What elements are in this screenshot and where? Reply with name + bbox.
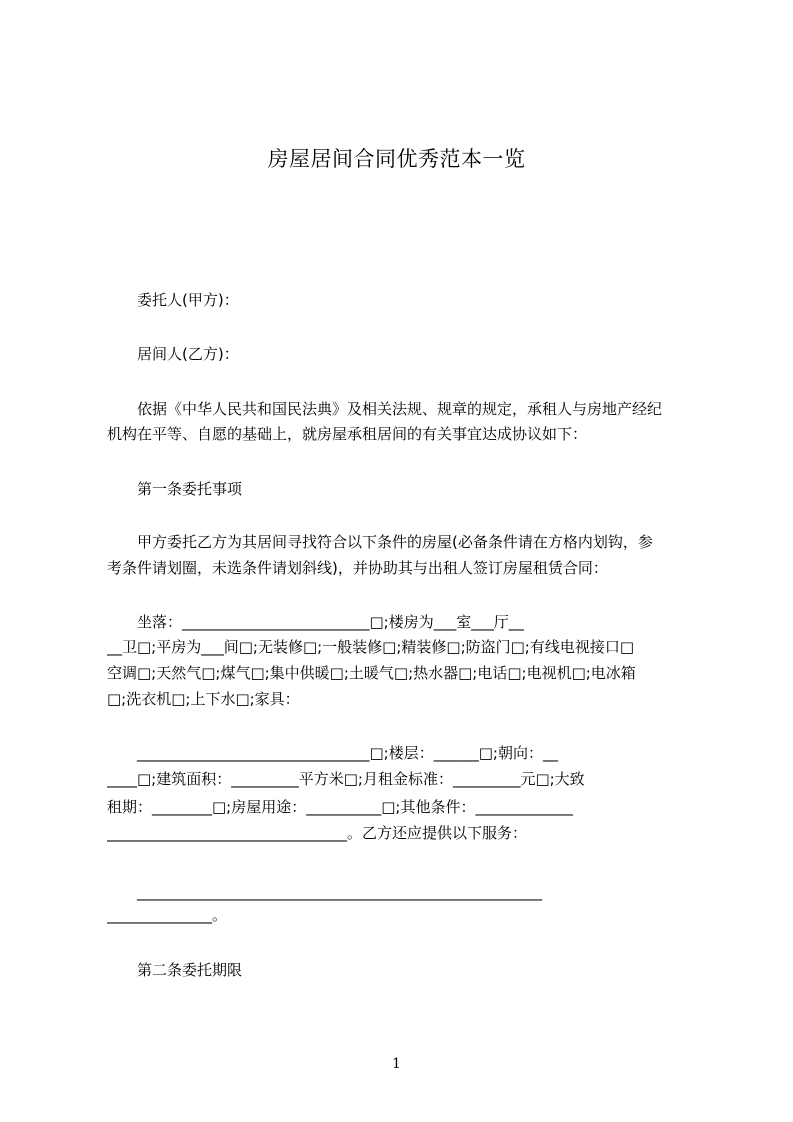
party-a-line: 委托人(甲方)： [137,291,239,309]
conditions-line-1: 坐落：_________________________□;楼房为___室___厅__ [137,613,524,631]
preamble-line-1: 依据《中华人民共和国民法典》及相关法规、规章的规定，承租人与房地产经纪 [137,400,663,418]
article-1-heading: 第一条委托事项 [137,480,243,498]
party-b-line: 居间人(乙方)： [137,345,239,363]
details-line-4: ________________________________。乙方还应提供以下服务： [107,824,528,842]
details-line-3: 租期：________□;房屋用途：__________□;其他条件：_____________ [107,798,573,816]
services-blank-line-2: ______________。 [107,906,228,924]
document-title: 房屋居间合同优秀范本一览 [267,147,526,171]
article-1-intro-line-2: 考条件请划圈，未选条件请划斜线)，并协助其与出租人签订房屋租赁合同： [107,559,608,577]
conditions-line-3: 空调□;天然气□;煤气□;集中供暖□;土暖气□;热水器□;电话□;电视机□;电冰箱 [107,664,636,682]
details-line-1: _______________________________□;楼层：______□;朝向：__ [137,744,558,762]
conditions-line-2: __卫□;平房为___间□;无装修□;一般装修□;精装修□;防盗门□;有线电视接口□ [107,638,635,656]
conditions-line-4: □;洗衣机□;上下水□;家具： [107,690,300,708]
article-2-heading: 第二条委托期限 [137,961,243,979]
details-line-2: ____□;建筑面积：_________平方米□;月租金标准：_________元□;大致 [107,770,585,788]
services-blank-line-1: ______________________________________________________ [137,883,542,901]
preamble-line-2: 机构在平等、自愿的基础上，就房屋承租居间的有关事宜达成协议如下： [107,425,588,443]
article-1-intro-line-1: 甲方委托乙方为其居间寻找符合以下条件的房屋(必备条件请在方格内划钩，参 [137,533,653,551]
page-number: 1 [392,1056,401,1072]
